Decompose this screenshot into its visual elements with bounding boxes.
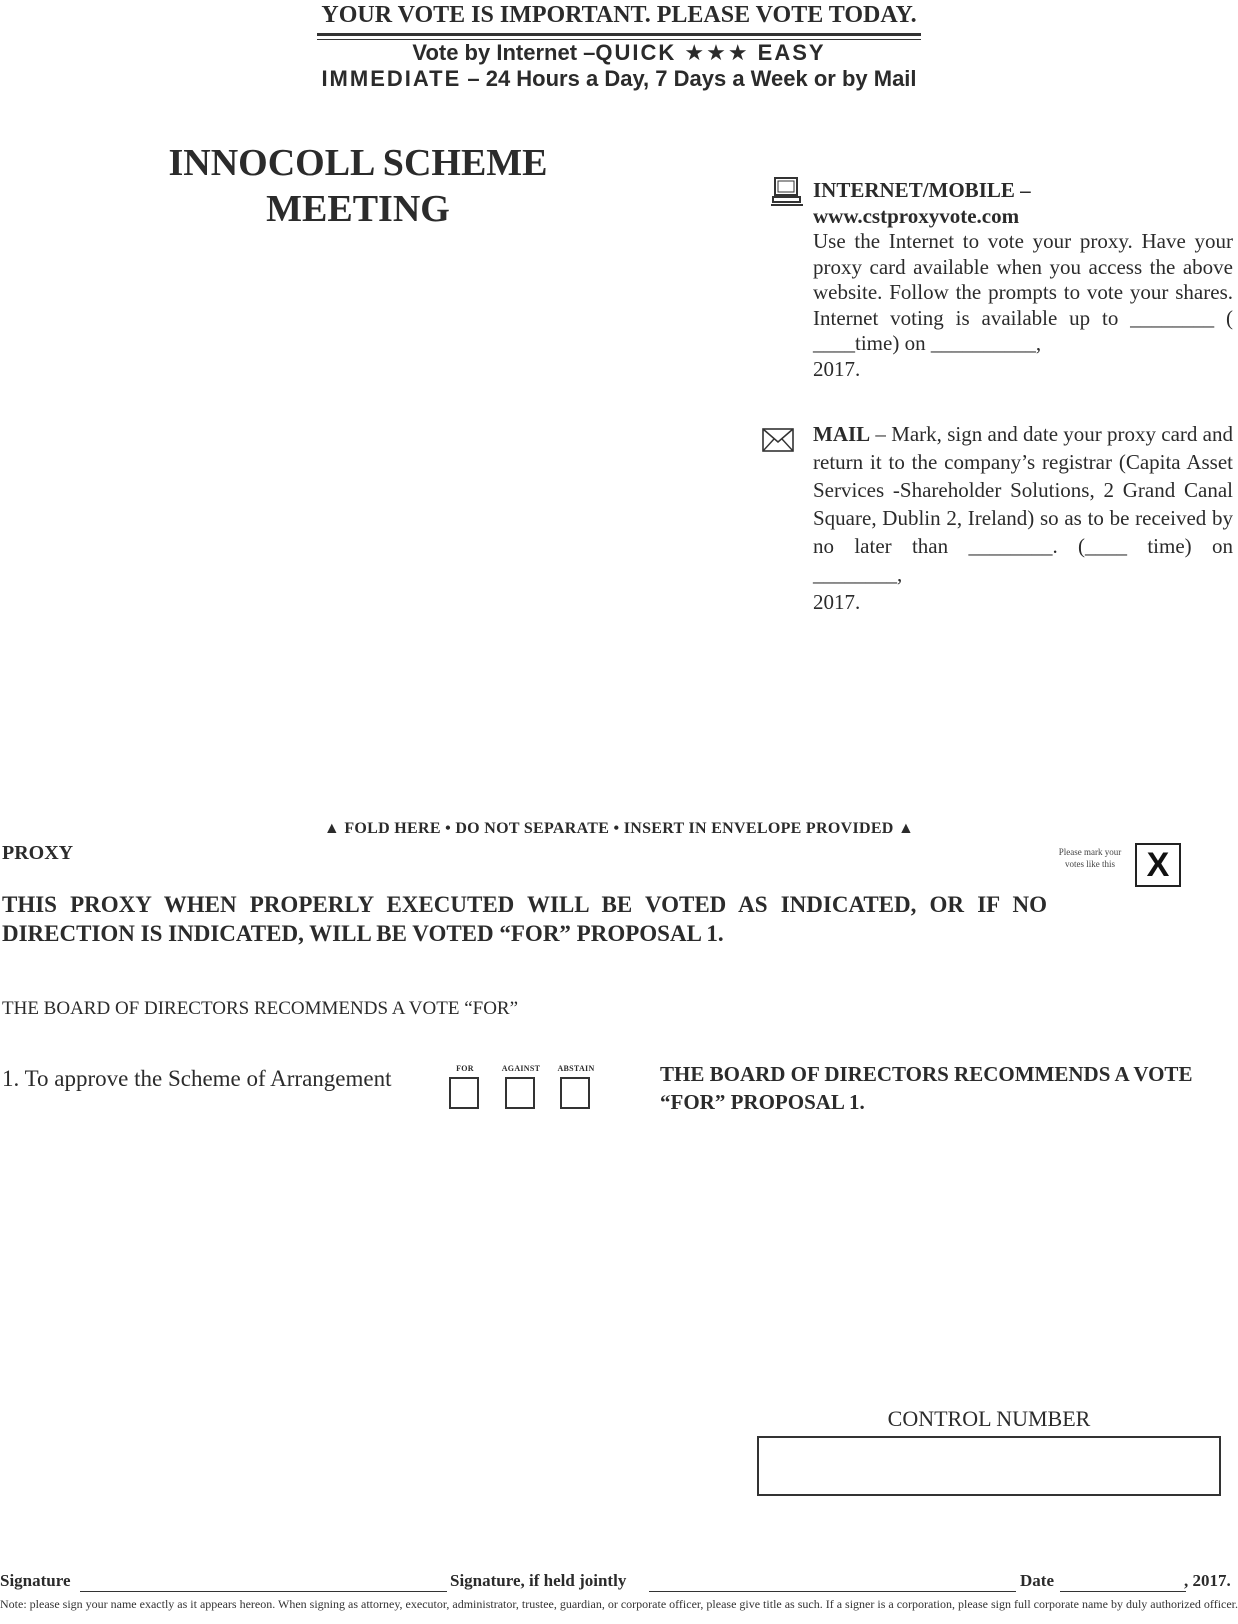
header-title: YOUR VOTE IS IMPORTANT. PLEASE VOTE TODAY. [321,2,917,28]
joint-signature-line[interactable] [649,1571,1016,1592]
signature-note: Note: please sign your name exactly as it appears hereon. When signing as attorney, executor, administrator, trustee, guardian, or corporate officer, please give title as such. If a signer is a corporation, please sign full corporate name by duly authorized officer. [0,1597,1238,1611]
joint-signature-label: Signature, if held jointly [450,1571,627,1590]
proposal-1-label: 1. To approve the Scheme of Arrangement [2,1066,392,1091]
mail-heading: MAIL [813,422,871,446]
date-year-suffix: , 2017. [1184,1571,1231,1590]
vote-option-abstain-label: ABSTAIN [557,1064,595,1073]
internet-year: 2017. [813,356,861,381]
mail-instructions: – Mark, sign and date your proxy card and return it to the company’s registrar (Capita Asset Services -Shareholder Solutions, 2 Grand Canal Square, Dublin 2, Ireland) so as to be received by no later than ________. (____ time) on ________, [813,422,1233,586]
header-divider [317,33,921,36]
proxy-statement: THIS PROXY WHEN PROPERLY EXECUTED WILL BE VOTED AS INDICATED, OR IF NO DIRECTION IS INDICATED, WILL BE VOTED “FOR” PROPOSAL 1. [2,892,1047,946]
signature-line[interactable] [80,1571,447,1592]
vote-option-for-label: FOR [456,1064,474,1073]
vote-against-checkbox[interactable] [505,1077,535,1109]
vote-abstain-checkbox[interactable] [560,1077,590,1109]
meeting-title [155,140,561,232]
control-number-field[interactable] [757,1436,1221,1496]
control-number-label: CONTROL NUMBER [887,1406,1091,1431]
vote-option-against-label: AGAINST [501,1064,541,1073]
date-label: Date [1020,1571,1054,1590]
immediate-text: IMMEDIATE [321,66,462,91]
computer-icon [770,176,804,208]
meeting-title-line1: INNOCOLL SCHEME [168,142,548,184]
internet-instructions: Use the Internet to vote your proxy. Have your proxy card available when you access the above website. Follow the prompts to vote your shares. Internet voting is available up to ________ ( ____time) on __________, [813,229,1233,355]
mark-hint: Please mark your votes like this [1058,847,1122,869]
signature-row [0,1571,1238,1595]
mark-example-box: X [1135,843,1181,887]
quick-easy-text: QUICK ★★★ EASY [595,40,826,65]
vote-by-internet-text: Vote by Internet – [412,40,596,65]
fold-instruction: ▲ FOLD HERE • DO NOT SEPARATE • INSERT IN ENVELOPE PROVIDED ▲ [323,820,915,837]
date-line[interactable] [1060,1571,1186,1592]
internet-voting-section [813,178,1233,382]
mail-voting-section [813,420,1233,616]
header-subtitle-line2 [0,66,1238,92]
header-subtitle-line1 [0,40,1238,66]
proxy-label: PROXY [2,842,74,864]
mail-year: 2017. [813,590,861,614]
internet-url[interactable]: www.cstproxyvote.com [813,203,1020,228]
board-recommendation: THE BOARD OF DIRECTORS RECOMMENDS A VOTE “FOR” [2,998,519,1019]
meeting-title-line2: MEETING [266,188,450,230]
hours-text: – 24 Hours a Day, 7 Days a Week or by Mail [461,66,917,91]
vote-for-checkbox[interactable] [449,1077,479,1109]
proposal-recommendation: THE BOARD OF DIRECTORS RECOMMENDS A VOTE “FOR” PROPOSAL 1. [660,1062,1193,1114]
signature-label: Signature [0,1571,71,1590]
envelope-icon [762,428,794,452]
internet-heading: INTERNET/MOBILE – [813,178,1031,202]
